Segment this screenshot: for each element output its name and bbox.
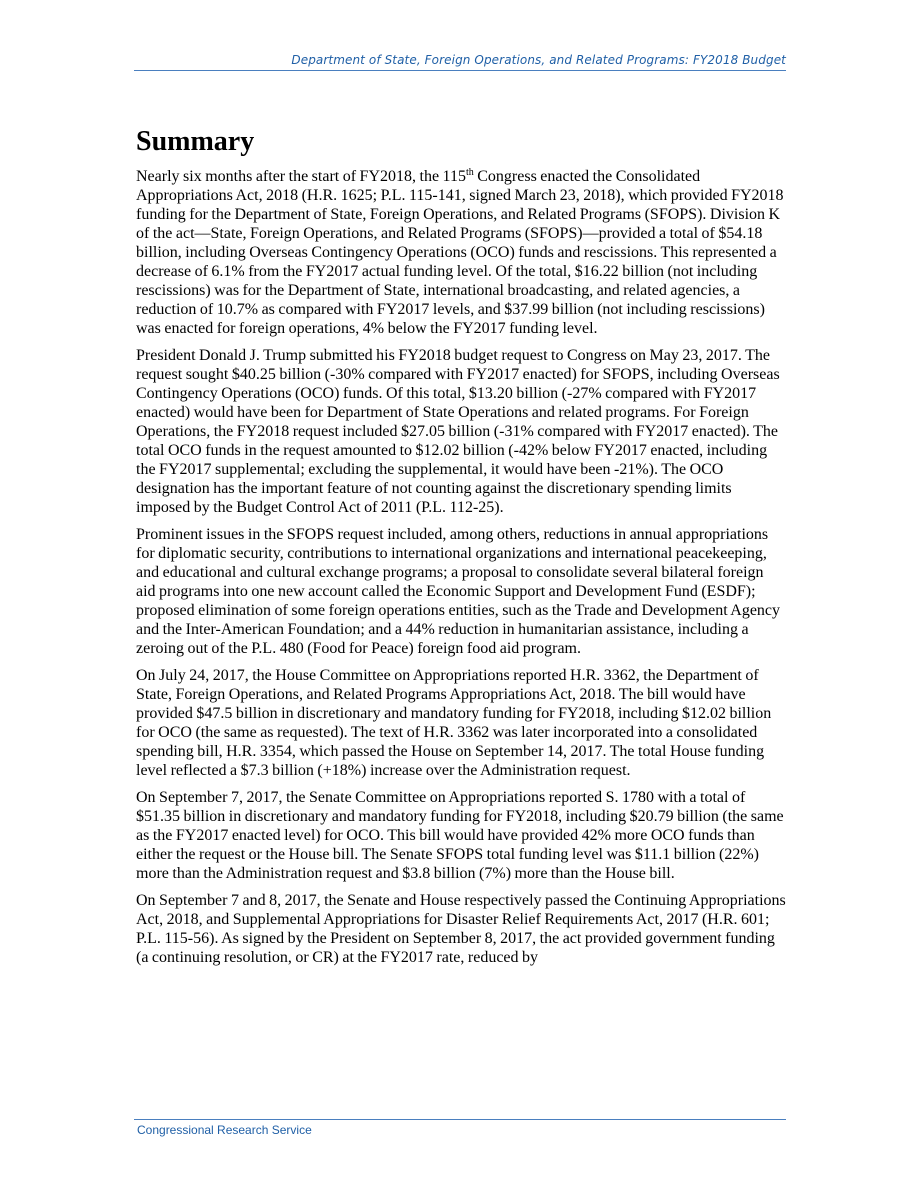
paragraph-house-action: On July 24, 2017, the House Committee on Appropriations reported H.R. 3362, the Department of State, Foreign Operations, and Related Programs Appropriations Act, 2018. The bill would have provided $47.5 billion in discretionary and mandatory funding for FY2018, including $12.02 billion for OCO (the same as requested). The text of H.R. 3362 was later incorporated into a consolidated spending bill, H.R. 3354, which passed the House on September 14, 2017. The total House funding level reflected a $7.3 billion (+18%) increase over the Administration request. xyxy=(136,667,772,779)
section-title: Summary xyxy=(136,126,255,157)
header-divider xyxy=(134,70,786,71)
paragraph-budget-request: President Donald J. Trump submitted his FY2018 budget request to Congress on May 23, 2017. The request sought $40.25 billion (-30% compared with FY2017 enacted) for SFOPS, including Overseas Contingency Operations (OCO) funds. Of this total, $13.20 billion (-27% compared with FY2017 enacted) would have been for Department of State Operations and related programs. For Foreign Operations, the FY2018 request included $27.05 billion (-31% compared with FY2017 enacted). The total OCO funds in the request amounted to $12.02 billion (-42% below FY2017 enacted, including the FY2017 supplemental; excluding the supplemental, it would have been -21%). The OCO designation has the important feature of not counting against the discretionary spending limits imposed by the Budget Control Act of 2011 (P.L. 112-25). xyxy=(136,347,780,516)
paragraph-enacted-appropriations xyxy=(136,167,786,338)
paragraph-text: Congress enacted the Consolidated Appropriations Act, 2018 (H.R. 1625; P.L. 115-141, signed March 23, 2018), which provided FY2018 funding for the Department of State, Foreign Operations, and Related Programs (SFOPS). Division K of the act—State, Foreign Operations, and Related Programs (SFOPS)—provided a total of $54.18 billion, including Overseas Contingency Operations (OCO) funds and rescissions. This represented a decrease of 6.1% from the FY2017 actual funding level. Of the total, $16.22 billion (not including rescissions) was for the Department of State, international broadcasting, and related agencies, a reduction of 10.7% as compared with FY2017 levels, and $37.99 billion (not including rescissions) was enacted for foreign operations, 4% below the FY2017 funding level. xyxy=(136,168,784,337)
paragraph-prominent-issues: Prominent issues in the SFOPS request included, among others, reductions in annual appropriations for diplomatic security, contributions to international organizations and international peacekeeping, and educational and cultural exchange programs; a proposal to consolidate several bilateral foreign aid programs into one new account called the Economic Support and Development Fund (ESDF); proposed elimination of some foreign operations entities, such as the Trade and Development Agency and the Inter-American Foundation; and a 44% reduction in humanitarian assistance, including a zeroing out of the P.L. 480 (Food for Peace) foreign food aid program. xyxy=(136,526,781,657)
running-header: Department of State, Foreign Operations, and Related Programs: FY2018 Budget xyxy=(291,53,786,67)
footer-source: Congressional Research Service xyxy=(137,1123,312,1137)
footer-divider xyxy=(134,1119,786,1120)
document-body xyxy=(136,124,786,975)
paragraph-senate-action: On September 7, 2017, the Senate Committee on Appropriations reported S. 1780 with a total of $51.35 billion in discretionary and mandatory funding for FY2018, including $20.79 billion (the same as the FY2017 enacted level) for OCO. This bill would have provided 42% more OCO funds than either the request or the House bill. The Senate SFOPS total funding level was $11.1 billion (22%) more than the Administration request and $3.8 billion (7%) more than the House bill. xyxy=(136,789,784,882)
paragraph-text: Nearly six months after the start of FY2018, the 115 xyxy=(136,168,466,185)
ordinal-superscript: th xyxy=(465,167,474,178)
paragraph-continuing-resolution: On September 7 and 8, 2017, the Senate and House respectively passed the Continuing Appropriations Act, 2018, and Supplemental Appropriations for Disaster Relief Requirements Act, 2017 (H.R. 601; P.L. 115-56). As signed by the President on September 8, 2017, the act provided government funding (a continuing resolution, or CR) at the FY2017 rate, reduced by xyxy=(136,892,786,966)
